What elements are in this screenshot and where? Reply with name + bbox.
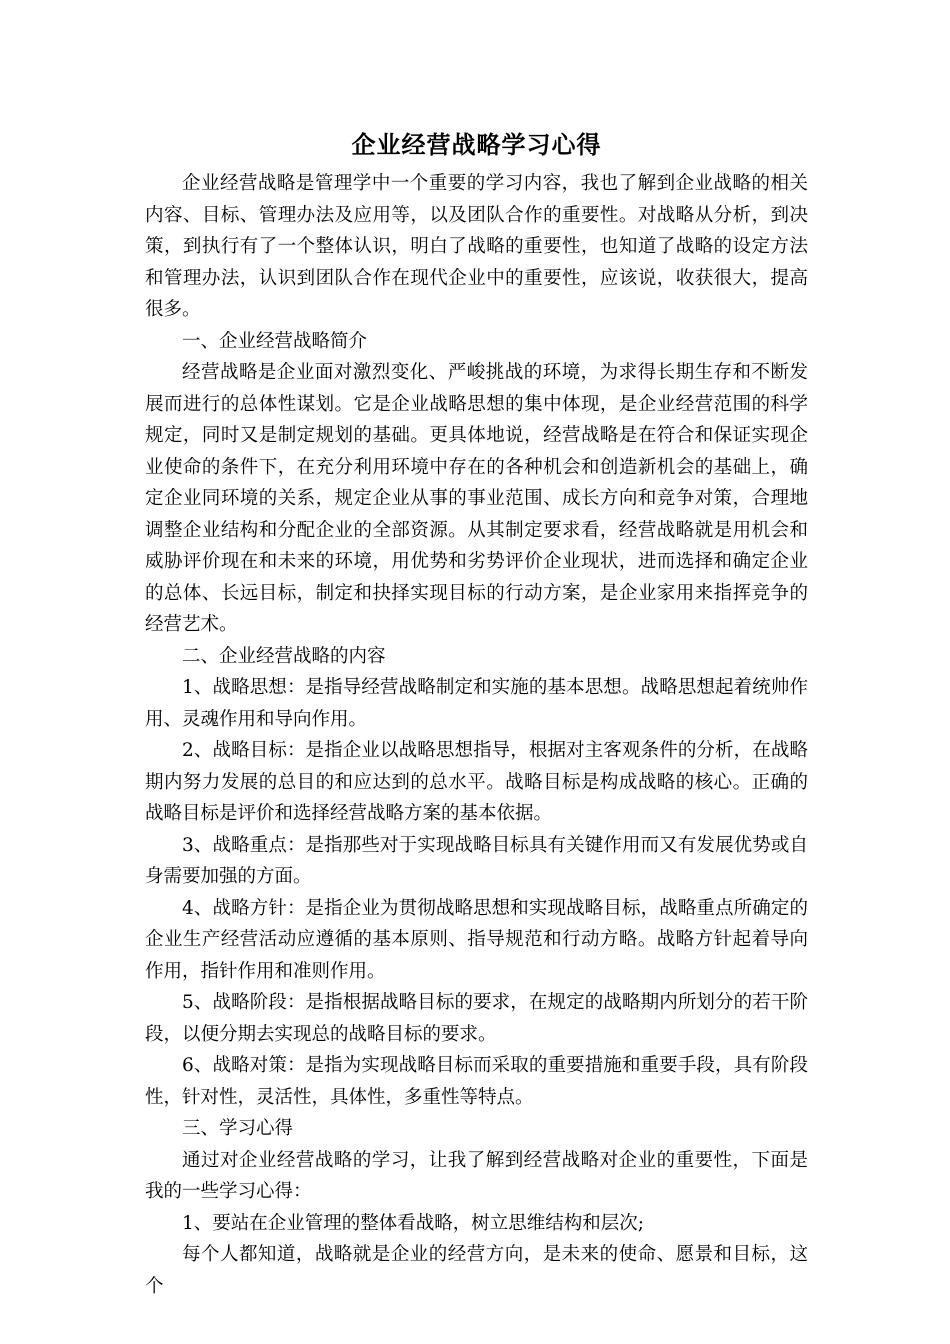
list-item: 1、要站在企业管理的整体看战略，树立思维结构和层次; bbox=[182, 1212, 645, 1234]
section-heading-3: 三、学习心得 bbox=[182, 1118, 294, 1139]
document-page bbox=[145, 128, 808, 1302]
body-paragraph: 每个人都知道，战略就是企业的经营方向，是未来的使命、愿景和目标，这个 bbox=[145, 1244, 808, 1297]
list-item: 1、战略思想：是指导经营战略制定和实施的基本思想。战略思想起着统帅作用、灵魂作用和导向作用。 bbox=[145, 677, 808, 730]
list-item: 3、战略重点：是指那些对于实现战略目标具有关键作用而又有发展优势或自身需要加强的方面。 bbox=[145, 834, 808, 887]
document-title: 企业经营战略学习心得 bbox=[351, 130, 602, 159]
intro-paragraph: 企业经营战略是管理学中一个重要的学习内容，我也了解到企业战略的相关内容、目标、管理办法及应用等，以及团队合作的重要性。对战略从分析，到决策，到执行有了一个整体认识，明白了战略的重要性，也知道了战略的设定方法和管理办法，认识到团队合作在现代企业中的重要性，应该说，收获很大，提高很多。 bbox=[145, 173, 808, 320]
section-heading-2: 二、企业经营战略的内容 bbox=[182, 645, 386, 667]
list-item: 5、战略阶段：是指根据战略目标的要求，在规定的战略期内所划分的若干阶段，以便分期去实现总的战略目标的要求。 bbox=[145, 992, 808, 1045]
list-item: 6、战略对策：是指为实现战略目标而采取的重要措施和重要手段，具有阶段性，针对性，灵活性，具体性，多重性等特点。 bbox=[145, 1055, 808, 1108]
section-heading-1: 一、企业经营战略简介 bbox=[182, 330, 368, 352]
body-paragraph: 经营战略是企业面对激烈变化、严峻挑战的环境，为求得长期生存和不断发展而进行的总体性谋划。它是企业战略思想的集中体现，是企业经营范围的科学规定，同时又是制定规划的基础。更具体地说，经营战略是在符合和保证实现企业使命的条件下，在充分利用环境中存在的各种机会和创造新机会的基础上，确定企业同环境的关系，规定企业从事的事业范围、成长方向和竞争对策，合理地调整企业结构和分配企业的全部资源。从其制定要求看，经营战略就是用机会和威胁评价现在和未来的环境，用优势和劣势评价企业现状，进而选择和确定企业的总体、长远目标，制定和抉择实现目标的行动方案，是企业家用来指挥竞争的经营艺术。 bbox=[145, 362, 808, 635]
list-item: 4、战略方针：是指企业为贯彻战略思想和实现战略目标，战略重点所确定的企业生产经营活动应遵循的基本原则、指导规范和行动方略。战略方针起着导向作用，指针作用和准则作用。 bbox=[145, 897, 808, 982]
body-paragraph: 通过对企业经营战略的学习，让我了解到经营战略对企业的重要性，下面是我的一些学习心得： bbox=[145, 1149, 808, 1202]
list-item: 2、战略目标：是指企业以战略思想指导，根据对主客观条件的分析，在战略期内努力发展的总目的和应达到的总水平。战略目标是构成战略的核心。正确的战略目标是评价和选择经营战略方案的基本依据。 bbox=[145, 740, 808, 824]
